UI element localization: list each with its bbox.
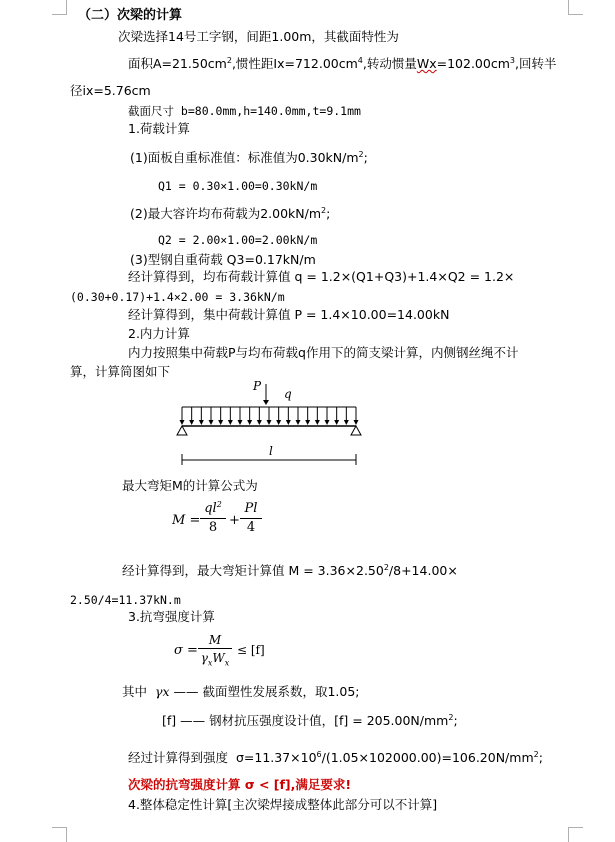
moment-formula-lhs: M = [172, 513, 201, 528]
moment-value: =102.00cm [436, 56, 510, 71]
bending-title: 3.抗弯强度计算 [128, 609, 215, 624]
moment-fraction-1 [200, 500, 226, 537]
radius-line: 径ix=5.76cm [70, 83, 151, 98]
uniform-load-arrows [180, 407, 359, 425]
where-f-line: [f] —— 钢材抗压强度设计值，$[f] = 205.00N/mm^2$; [162, 713, 458, 728]
moment-formula-title: 最大弯矩M的计算公式为 [122, 478, 258, 493]
load3-line: (3)型钢自重荷载 Q3=0.17kN/m [130, 252, 316, 267]
moment-fraction-2-num: Pl [240, 500, 262, 519]
load1-exponent: 2 [358, 150, 364, 159]
moment-exponent: 3 [509, 56, 515, 65]
load1-text: (1)面板自重标准值：标准值为0.30kN/m [130, 150, 359, 165]
uniform-load-arrow-head [247, 420, 252, 425]
span-label: l [269, 444, 273, 458]
area-exponent: 2 [226, 56, 232, 65]
uniform-load-arrow-head [315, 420, 320, 425]
inertia-exponent: 4 [357, 56, 363, 65]
stress-formula-rhs: ≤ [f] [237, 643, 265, 657]
uniform-load-arrow-head [354, 420, 359, 425]
moment-fraction-2 [240, 500, 262, 537]
moment-fraction-1-num: $ql^2$ [200, 500, 226, 519]
radius-tail: ,回转半 [514, 56, 557, 71]
moment-formula-plus: + [229, 513, 240, 528]
uniform-load-arrow-head [218, 420, 223, 425]
uniform-load-arrow-head [189, 420, 194, 425]
internal-title: 2.内力计算 [128, 326, 190, 341]
load1-tail: ; [363, 150, 368, 165]
uniform-load-arrow-head [199, 420, 204, 425]
moment-symbol: Wx [416, 56, 437, 71]
uniform-load-arrow-head [180, 420, 185, 425]
moment-fraction-1-den: 8 [208, 520, 218, 535]
load1-label [130, 150, 368, 166]
uniform-calc-line-1: 经计算得到，均布荷载计算值 q = 1.2×(Q1+Q3)+1.4×Q2 = 1.2× [128, 269, 515, 284]
uniform-load-arrow-head [334, 420, 339, 425]
stress-formula [174, 632, 284, 672]
load2-exponent: 2 [321, 206, 327, 215]
internal-desc-line-2: 算，计算简图如下 [70, 364, 171, 379]
uniform-load-arrow-head [238, 420, 243, 425]
point-calc-line: 经计算得到，集中荷载计算值 P = 1.4×10.00=14.00kN [128, 307, 450, 322]
page-corner-mark-bottom-left [52, 827, 67, 842]
uniform-load-arrow-head [286, 420, 291, 425]
load2-tail: ; [326, 206, 331, 221]
uniform-load-arrow-head [325, 420, 330, 425]
uniform-load-arrow-head [267, 420, 272, 425]
beam-diagram [170, 378, 370, 470]
stress-fraction [198, 632, 232, 672]
uniform-load-arrow-head [344, 420, 349, 425]
strength-calc-line: 经过计算得到强度 $\sigma=11.37\times 10^6/(1.05\times 102000.00)=106.20N/mm^2$; [128, 750, 543, 765]
stress-formula-lhs: σ = [174, 643, 198, 658]
load2-text: (2)最大容许均布荷载为2.00kN/m [130, 206, 322, 221]
moment-calc-line-2: 2.50/4=11.37kN.m [70, 593, 181, 607]
inertia-text: ,惯性距Ix=712.00cm [231, 56, 358, 71]
section-size: 截面尺寸 b=80.0mm,h=140.0mm,t=9.1mm [128, 104, 361, 118]
uniform-load-arrow-head [305, 420, 310, 425]
uniform-load-arrow-head [228, 420, 233, 425]
load2-label [130, 206, 330, 222]
uniform-load-arrow-head [276, 420, 281, 425]
load-title: 1.荷载计算 [128, 121, 190, 136]
stress-fraction-den: $\gamma_xW_x$ [200, 651, 230, 668]
page-corner-mark-top-right [568, 0, 583, 15]
left-support-icon [177, 426, 187, 435]
load2-formula: Q2 = 2.00×1.00=2.00kN/m [158, 233, 318, 247]
uniform-load-arrow-head [296, 420, 301, 425]
uniform-calc-line-2: (0.30+0.17)+1.4×2.00 = 3.36kN/m [70, 290, 285, 304]
section-title: （二）次梁的计算 [78, 8, 183, 23]
right-support-icon [351, 426, 361, 435]
page-corner-mark-top-left [52, 0, 67, 15]
conclusion: 次梁的抗弯强度计算 σ < [f],满足要求! [128, 777, 352, 792]
internal-desc-line-1: 内力按照集中荷载P与均布荷载q作用下的简支梁计算，内侧钢丝绳不计 [128, 345, 519, 360]
uniform-load-arrow-head [209, 420, 214, 425]
load1-formula: Q1 = 0.30×1.00=0.30kN/m [158, 179, 318, 193]
intro-line: 次梁选择14号工字钢，间距1.00m，其截面特性为 [118, 29, 399, 44]
moment-fraction-2-den: 4 [246, 520, 256, 535]
where-gamma-line: 其中 γx —— 截面塑性发展系数，取1.05; [122, 684, 360, 699]
point-load-label: P [253, 379, 262, 393]
point-load-arrow-head [263, 400, 269, 405]
moment-label: ,转动惯量 [362, 56, 417, 71]
moment-calc-line-1: 经计算得到，最大弯矩计算值 $M = 3.36\times 2.50^2/8+14.00\times$ [122, 563, 458, 578]
stress-fraction-num: M [198, 632, 232, 649]
section-properties [128, 56, 556, 72]
uniform-load-arrow-head [257, 420, 262, 425]
area-text: 面积A=21.50cm [128, 56, 227, 71]
uniform-load-label: q [284, 387, 292, 401]
moment-formula [172, 500, 272, 544]
page-corner-mark-bottom-right [568, 827, 583, 842]
stability-title: 4.整体稳定性计算[主次梁焊接成整体此部分可以不计算] [128, 797, 438, 812]
